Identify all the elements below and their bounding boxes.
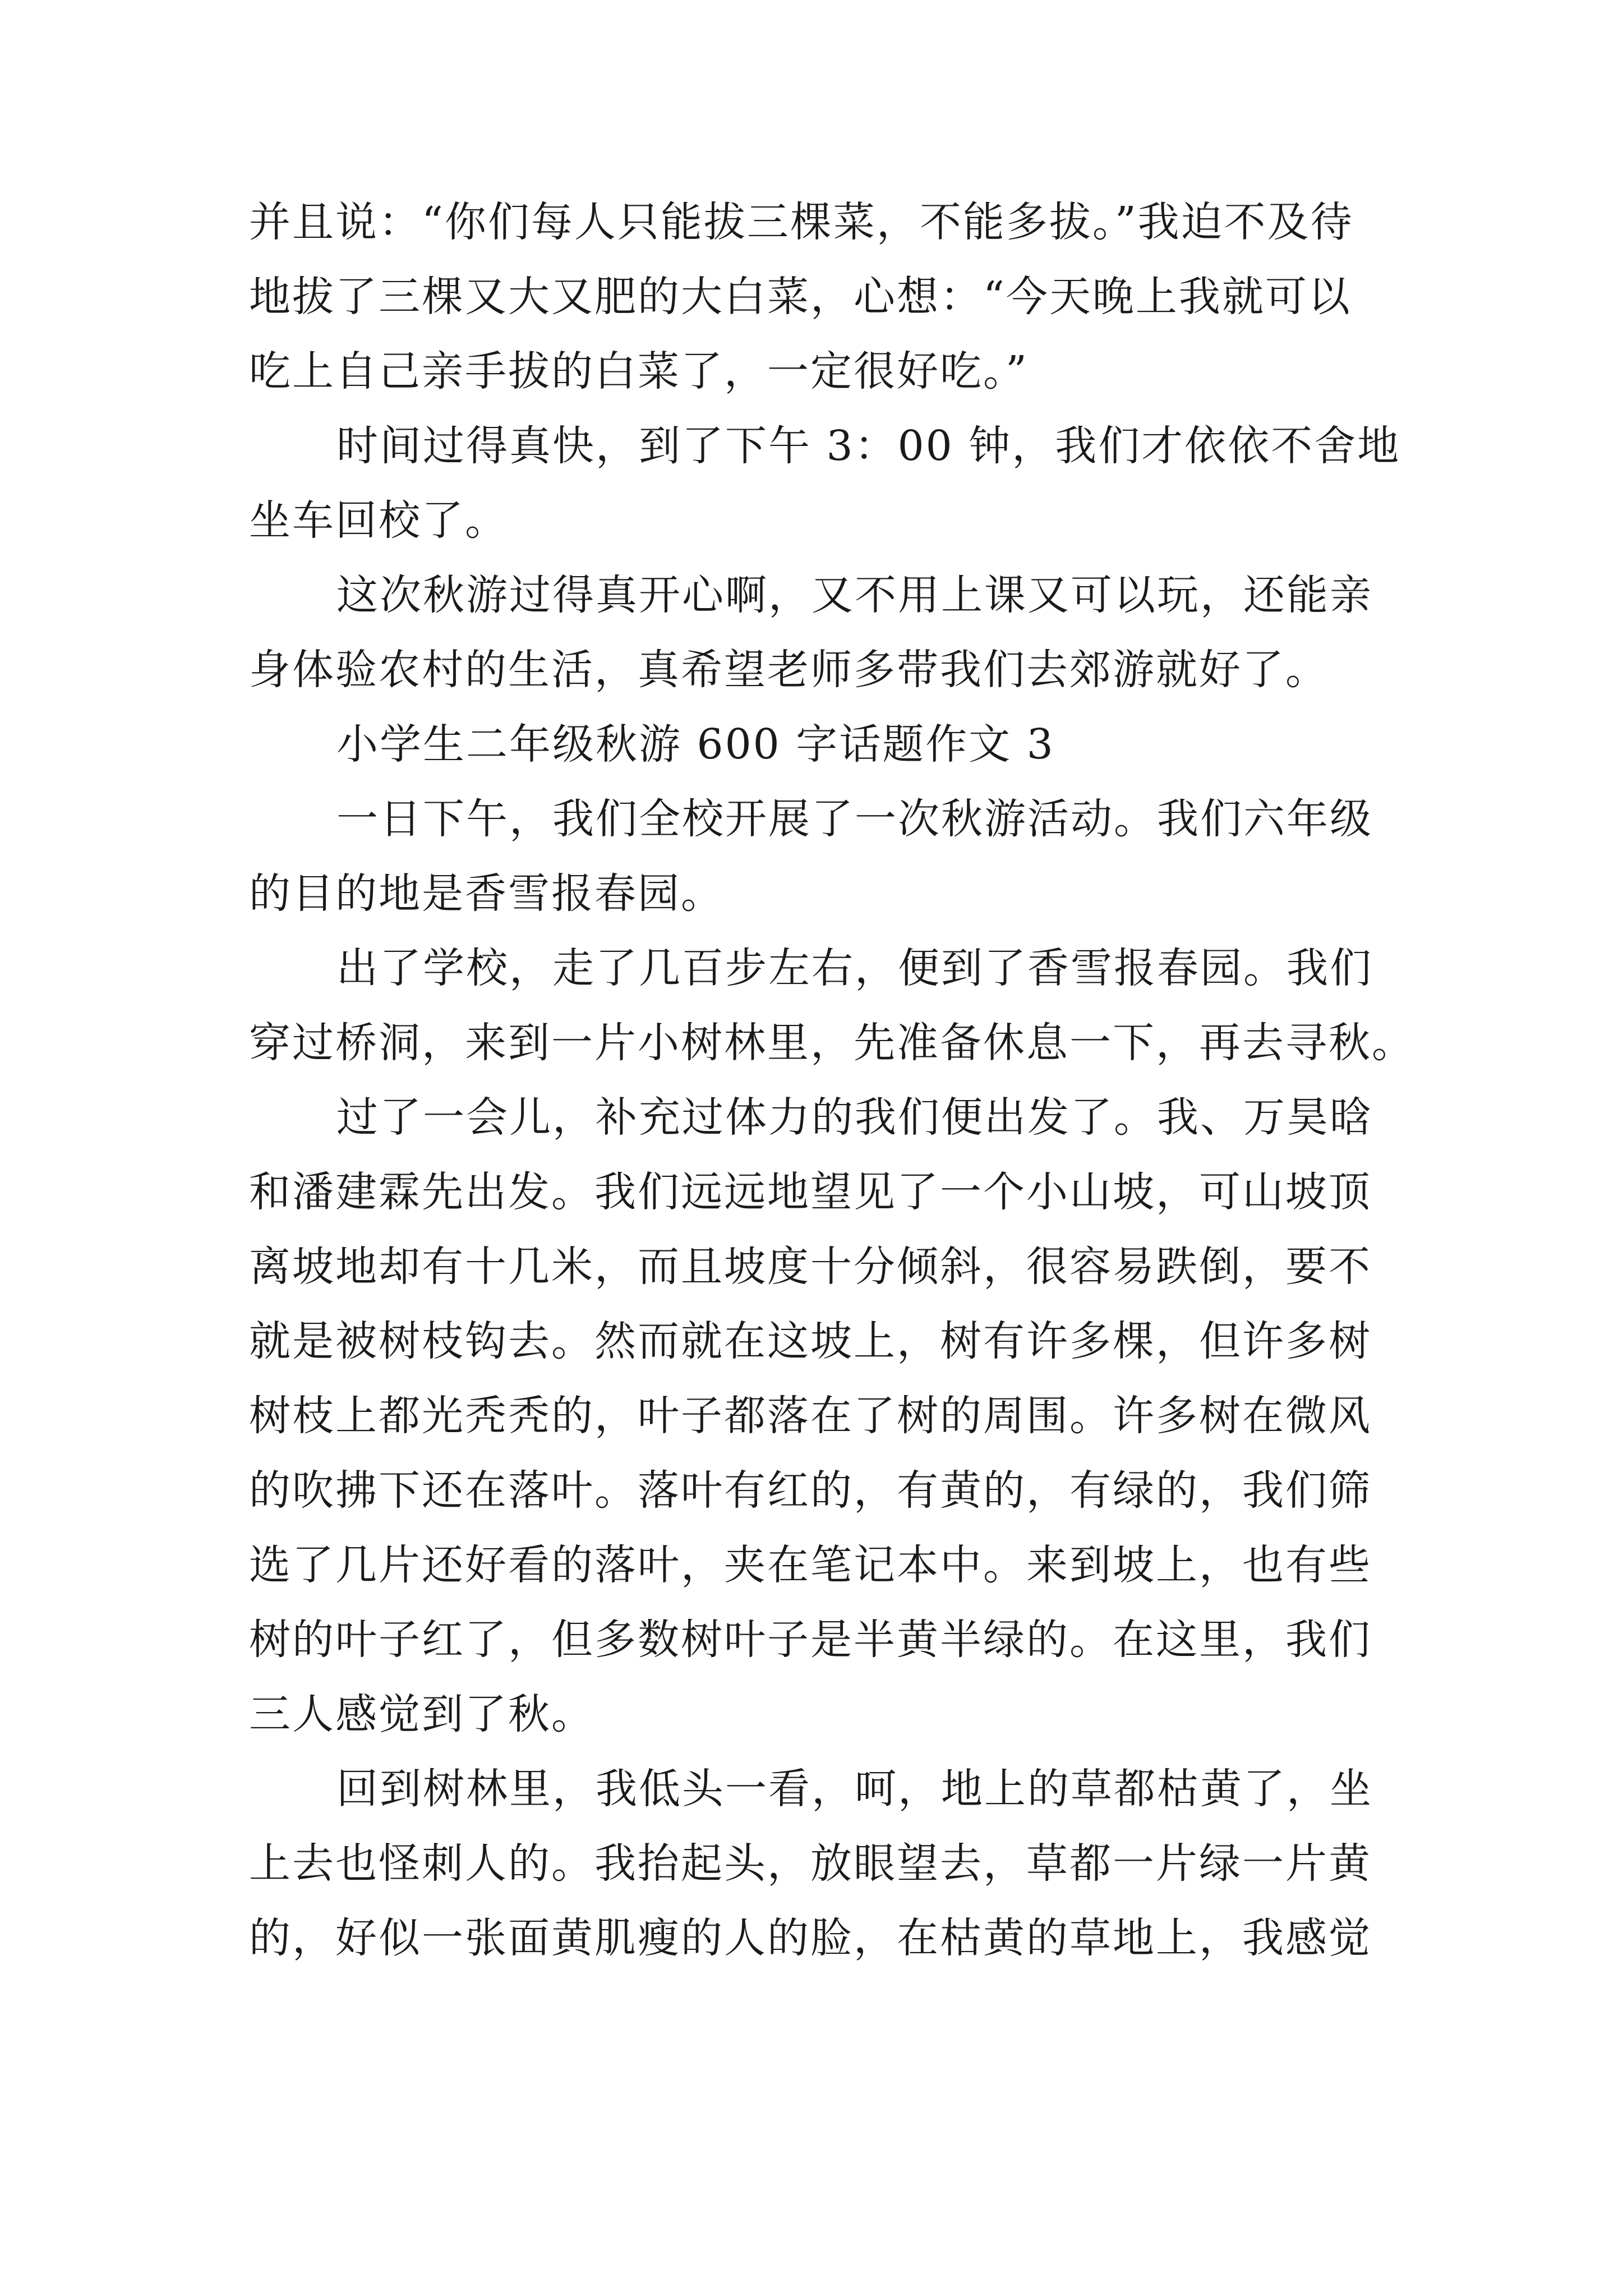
text-line: 出了学校，走了几百步左右，便到了香雪报春园。我们 bbox=[336, 944, 1373, 992]
text-line: 过了一会儿，补充过体力的我们便出发了。我、万昊晗 bbox=[336, 1093, 1373, 1142]
text-line: 穿过桥洞，来到一片小树林里，先准备休息一下，再去寻秋。 bbox=[249, 1019, 1415, 1067]
section-heading: 小学生二年级秋游 600 字话题作文 3 bbox=[336, 720, 1055, 769]
document-body bbox=[249, 185, 1415, 1976]
text-line: 树枝上都光秃秃的，叶子都落在了树的周围。许多树在微风 bbox=[249, 1392, 1372, 1440]
text-line: 的目的地是香雪报春园。 bbox=[249, 869, 724, 918]
text-line: 离坡地却有十几米，而且坡度十分倾斜，很容易跌倒，要不 bbox=[249, 1243, 1372, 1291]
text-line: 身体验农村的生活，真希望老师多带我们去郊游就好了。 bbox=[249, 646, 1329, 694]
text-line: 树的叶子红了，但多数树叶子是半黄半绿的。在这里，我们 bbox=[249, 1616, 1372, 1664]
text-line: 时间过得真快，到了下午 3：00 钟，我们才依依不舍地 bbox=[336, 422, 1401, 470]
text-line: 这次秋游过得真开心啊，又不用上课又可以玩，还能亲 bbox=[336, 571, 1373, 619]
text-line: 选了几片还好看的落叶，夹在笔记本中。来到坡上，也有些 bbox=[249, 1541, 1372, 1589]
text-line: 的吹拂下还在落叶。落叶有红的，有黄的，有绿的，我们筛 bbox=[249, 1466, 1372, 1515]
text-line: 上去也怪刺人的。我抬起头，放眼望去，草都一片绿一片黄 bbox=[249, 1839, 1372, 1888]
text-line: 地拔了三棵又大又肥的大白菜，心想：“今天晚上我就可以 bbox=[249, 273, 1352, 321]
text-line: 吃上自己亲手拔的白菜了，一定很好吃。” bbox=[249, 347, 1029, 395]
text-line: 一日下午，我们全校开展了一次秋游活动。我们六年级 bbox=[336, 795, 1373, 843]
text-line: 并且说：“你们每人只能拔三棵菜，不能多拔。”我迫不及待 bbox=[249, 198, 1354, 246]
text-line: 的，好似一张面黄肌瘦的人的脸，在枯黄的草地上，我感觉 bbox=[249, 1914, 1372, 1962]
text-line: 和潘建霖先出发。我们远远地望见了一个小山坡，可山坡顶 bbox=[249, 1168, 1372, 1216]
text-line: 就是被树枝钩去。然而就在这坡上，树有许多棵，但许多树 bbox=[249, 1317, 1372, 1365]
text-line: 坐车回校了。 bbox=[249, 496, 508, 545]
text-line: 回到树林里，我低头一看，呵，地上的草都枯黄了，坐 bbox=[336, 1765, 1373, 1813]
text-line: 三人感觉到了秋。 bbox=[249, 1690, 594, 1738]
